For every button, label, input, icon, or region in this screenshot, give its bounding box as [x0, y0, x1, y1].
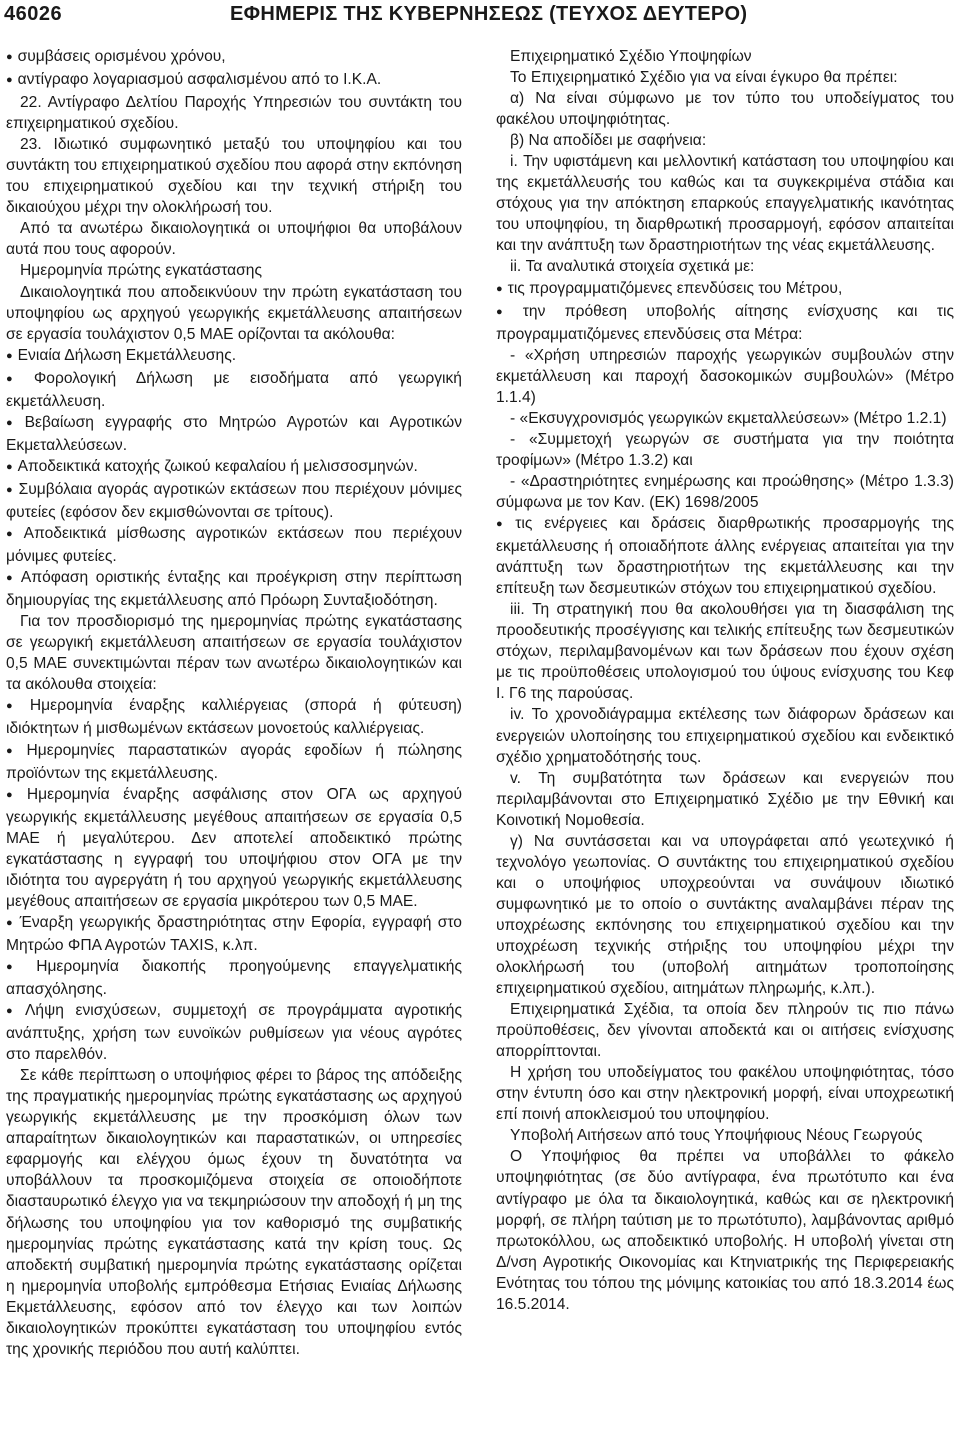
paragraph: ii. Τα αναλυτικά στοιχεία σχετικά με: — [510, 258, 755, 276]
paragraph: Επιχειρηματικά Σχέδια, τα οποία δεν πληρούν τις πιο πάνω προϋποθέσεις, δεν γίνονται αποδεκτά και οι αιτήσεις ενίσχυσης απορρίπτονται. — [496, 1001, 954, 1061]
paragraph: β) Να αποδίδει με σαφήνεια: — [510, 132, 707, 150]
bullet-item: ● την πρόθεση υποβολής αίτησης ενίσχυσης και τις προγραμματιζόμενες επενδύσεις στα Μέτρα: — [496, 301, 954, 345]
bullet-item: ● συμβάσεις ορισμένου χρόνου, — [6, 46, 462, 69]
bullet-item: ● Λήψη ενισχύσεων, συμμετοχή σε προγράμματα αγροτικής ανάπτυξης, χρήση των ευνοϊκών ρυθμίσεων για νέους αγρότες στο παρελθόν. — [6, 1000, 462, 1065]
bullet-item: ● τις ενέργειες και δράσεις διαρθρωτικής προσαρμογής της εκμετάλλευσης ή οποιαδήποτε άλλης ενέργειας απαιτείται για την ανάπτυξη των δραστηριοτήτων της εκμετάλλευσης και την επίτευξη των δεσμευτικών στόχων του επιχειρηματικού σχεδίου. — [496, 513, 954, 599]
gazette-title: ΕΦΗΜΕΡΙΣ ΤΗΣ ΚΥΒΕΡΝΗΣΕΩΣ (ΤΕΥΧΟΣ ΔΕΥΤΕΡΟ) — [230, 3, 748, 25]
paragraph: i. Την υφιστάμενη και μελλοντική κατάσταση του υποψηφίου και της εκμετάλλευσής του καθώς και τα συγκεκριμένα στάδια και στόχους για την απόκτηση επαρκούς επαγγελματικής ικανότητας του υποψηφίου, τη διαρθρωτική προσαρμογή, εφόσον απαιτείται και την ανάπτυξη των δραστηριοτήτων της νέας εκμετάλλευσης. — [496, 153, 954, 255]
paragraph: Υποβολή Αιτήσεων από τους Υποψήφιους Νέους Γεωργούς — [510, 1127, 923, 1145]
bullet-item: ● Φορολογική Δήλωση με εισοδήματα από γεωργική εκμετάλλευση. — [6, 368, 462, 412]
bullet-item: ● Ημερομηνία έναρξης ασφάλισης στον ΟΓΑ ως αρχηγού γεωργικής εκμετάλλευσης μεγέθους απαιτήσεων σε εργασία 0,5 ΜΑΕ ή μεγαλύτερου. Δεν αποτελεί αποδεικτικό πρώτης εγκατάστασης η εγγραφή του υποψήφιου στον ΟΓΑ με την ιδιότητα του αγρεργάτη ή του αρχηγού γεωργικής εκμετάλλευσης μεγέθους απαιτήσεων σε εργασία μικρότερου των 0,5 ΜΑΕ. — [6, 784, 462, 912]
bullet-item: ● τις προγραμματιζόμενες επενδύσεις του Μέτρου, — [496, 278, 954, 301]
page-header — [0, 0, 960, 34]
bullet-item: ● Ημερομηνίες παραστατικών αγοράς εφοδίων ή πώλησης προϊόντων της εκμετάλλευσης. — [6, 740, 462, 784]
left-column — [6, 46, 462, 1360]
paragraph: iv. Το χρονοδιάγραμμα εκτέλεσης των διάφορων δράσεων και ενεργειών υλοποίησης του επιχειρηματικού σχεδίου και ενδεικτικό σχέδιο χρηματοδότησής τους. — [496, 706, 954, 766]
paragraph: Για τον προσδιορισμό της ημερομηνίας πρώτης εγκατάστασης σε γεωργική εκμετάλλευση απαιτήσεων σε εργασία τουλάχιστον 0,5 ΜΑΕ συνεκτιμώνται πέραν των ανωτέρω δικαιολογητικών και τα ακόλουθα στοιχεία: — [6, 613, 462, 694]
paragraph: Από τα ανωτέρω δικαιολογητικά οι υποψήφιοι θα υποβάλουν αυτά που τους αφορούν. — [6, 220, 462, 259]
bullet-item: ● Ημερομηνία διακοπής προηγούμενης επαγγελματικής απασχόλησης. — [6, 956, 462, 1000]
bullet-item: ● Έναρξη γεωργικής δραστηριότητας στην Εφορία, εγγραφή στο Μητρώο ΦΠΑ Αγροτών TAXIS, κ.λπ. — [6, 912, 462, 956]
bullet-item: ● Αποδεικτικά μίσθωσης αγροτικών εκτάσεων που περιέχουν μόνιμες φυτείες. — [6, 523, 462, 567]
paragraph: 23. Ιδιωτικό συμφωνητικό μεταξύ του υποψηφίου και του συντάκτη του επιχειρηματικού σχεδίου που αφορά στην εκπόνηση του επιχειρηματικού σχεδίου και την τεχνική στήριξη του δικαιούχου μέχρι την ολοκλήρωσή του. — [6, 136, 462, 217]
bullet-item: ● Απόφαση οριστικής ένταξης και προέγκριση στην περίπτωση δημιουργίας της εκμετάλλευσης από Πρόωρη Συνταξιοδότηση. — [6, 567, 462, 611]
paragraph: Ημερομηνία πρώτης εγκατάστασης — [20, 262, 262, 280]
bullet-item: ● Βεβαίωση εγγραφής στο Μητρώο Αγροτών και Αγροτικών Εκμεταλλεύσεων. — [6, 412, 462, 456]
bullet-item: ● αντίγραφο λογαριασμού ασφαλισμένου από το Ι.Κ.Α. — [6, 69, 462, 92]
paragraph: iii. Τη στρατηγική που θα ακολουθήσει για τη διασφάλιση της προοδευτικής προσέγγισης και τελικής επίτευξης των δεσμευτικών στόχων, περιλαμβανομένων και των δράσεων που έχουν σχέση με τις προϋποθέσεις υπολογισμού του ύψους ενίσχυσης του Κεφ Ι. Γ6 της παρούσας. — [496, 601, 954, 703]
paragraph: Το Επιχειρηματικό Σχέδιο για να είναι έγκυρο θα πρέπει: — [510, 69, 898, 87]
right-column — [496, 46, 954, 1315]
paragraph: Επιχειρηματικό Σχέδιο Υποψηφίων — [510, 48, 752, 65]
page-number: 46026 — [4, 3, 63, 25]
paragraph: - «Συμμετοχή γεωργών σε συστήματα για την ποιότητα τροφίμων» (Μέτρο 1.3.2) και — [496, 430, 954, 469]
paragraph: γ) Να συντάσσεται και να υπογράφεται από γεωτεχνικό ή τεχνολόγο γεωπονίας. Ο συντάκτης του επιχειρηματικού σχεδίου και ο υποψήφιος υποχρεούνται να συνάψουν ιδιωτικό συμφωνητικό με το οποίο ο συντάκτης αναλαμβάνει πέραν της υποχρέωσης εκπόνησης του επιχειρηματικού σχεδίου και την υποχρέωση τεχνικής στήριξης του υποψηφίου μέχρι την ολοκλήρωσή του (υποβολή αιτημάτων τροποποίησης επιχειρηματικού σχεδίου, αιτημάτων πληρωμής, κ.λπ.). — [496, 832, 954, 998]
paragraph: - «Δραστηριότητες ενημέρωσης και προώθησης» (Μέτρο 1.3.3) σύμφωνα με τον Καν. (ΕΚ) 1698/2005 — [496, 472, 954, 511]
paragraph: Η χρήση του υποδείγματος του φακέλου υποψηφιότητας, τόσο στην έντυπη όσο και στην ηλεκτρονική μορφή, είναι υποχρεωτική επί ποινή αποκλεισμού του υποψηφίου. — [496, 1064, 954, 1124]
paragraph: 22. Αντίγραφο Δελτίου Παροχής Υπηρεσιών του συντάκτη του επιχειρηματικού σχεδίου. — [6, 94, 462, 133]
bullet-item: ● Ημερομηνία έναρξης καλλιέργειας (σπορά ή φύτευση) ιδιόκτητων ή μισθωμένων εκτάσεων μονοετούς καλλιέργειας. — [6, 695, 462, 739]
bullet-item: ● Ενιαία Δήλωση Εκμετάλλευσης. — [6, 345, 462, 368]
paragraph: Σε κάθε περίπτωση ο υποψήφιος φέρει το βάρος της απόδειξης της πραγματικής ημερομηνίας πρώτης εγκατάστασης ως αρχηγού γεωργικής εκμετάλλευσης με την προσκόμιση όλων των απαραίτητων δικαιολογητικών και παραστατικών, οι υπηρεσίες εφαρμογής και ελέγχου όμως έχουν τη δυνατότητα να υποβάλλουν τα προσκομιζόμενα στοιχεία σε οποιοδήποτε διασταυρωτικό έλεγχο για να τεκμηριώσουν την αποδοχή ή μη της δήλωσης του υποψηφίου για τον καθορισμό της συμβατικής ημερομηνίας πρώτης εγκατάστασης κατά την κρίση τους. Ως αποδεκτή συμβατική ημερομηνία πρώτης εγκατάστασης ορίζεται η ημερομηνία υποβολής εμπρόθεσμα Ετήσιας Ενιαίας Δήλωσης Εκμετάλλευσης, εφόσον από τον έλεγχο και των λοιπών δικαιολογητικών προκύπτει εγκατάσταση του υποψηφίου εντός της χρονικής περιόδου που αυτή καλύπτει. — [6, 1067, 462, 1358]
paragraph: v. Τη συμβατότητα των δράσεων και ενεργειών που περιλαμβάνονται στο Επιχειρηματικό Σχέδιο με την Εθνική και Κοινοτική Νομοθεσία. — [496, 769, 954, 829]
bullet-item: ● Αποδεικτικά κατοχής ζωικού κεφαλαίου ή μελισσοσμηνών. — [6, 456, 462, 479]
paragraph: α) Να είναι σύμφωνο με τον τύπο του υποδείγματος του φακέλου υποψηφιότητας. — [496, 90, 954, 129]
bullet-item: ● Συμβόλαια αγοράς αγροτικών εκτάσεων που περιέχουν μόνιμες φυτείες (εφόσον δεν εκμισθώνονται σε τρίτους). — [6, 479, 462, 523]
paragraph: Δικαιολογητικά που αποδεικνύουν την πρώτη εγκατάσταση του υποψηφίου ως αρχηγού γεωργικής εκμετάλλευσης απαιτήσεων σε εργασία τουλάχιστον 0,5 ΜΑΕ ορίζονται τα ακόλουθα: — [6, 283, 462, 343]
paragraph: - «Εκσυγχρονισμός γεωργικών εκμεταλλεύσεων» (Μέτρο 1.2.1) — [510, 409, 947, 427]
paragraph: Ο Υποψήφιος θα πρέπει να υποβάλλει το φάκελο υποψηφιότητας (σε δύο αντίγραφα, ένα πρωτότυπο και ένα αντίγραφο με όλα τα δικαιολογητικά, καθώς και σε ηλεκτρονική μορφή, σε πλήρη ταύτιση με το πρωτότυπο), λαμβάνοντας αριθμό πρωτοκόλλου, ως αποδεικτικό υποβολής. Η υποβολή γίνεται στη Δ/νση Αγροτικής Οικονομίας και Κτηνιατρικής της Περιφερειακής Ενότητας του τόπου της μόνιμης κατοικίας του από 18.3.2014 έως 16.5.2014. — [496, 1148, 954, 1313]
paragraph: - «Χρήση υπηρεσιών παροχής γεωργικών συμβουλών στην εκμετάλλευση και παροχή δασοκομικών συμβουλών» (Μέτρο 1.1.4) — [496, 346, 954, 406]
